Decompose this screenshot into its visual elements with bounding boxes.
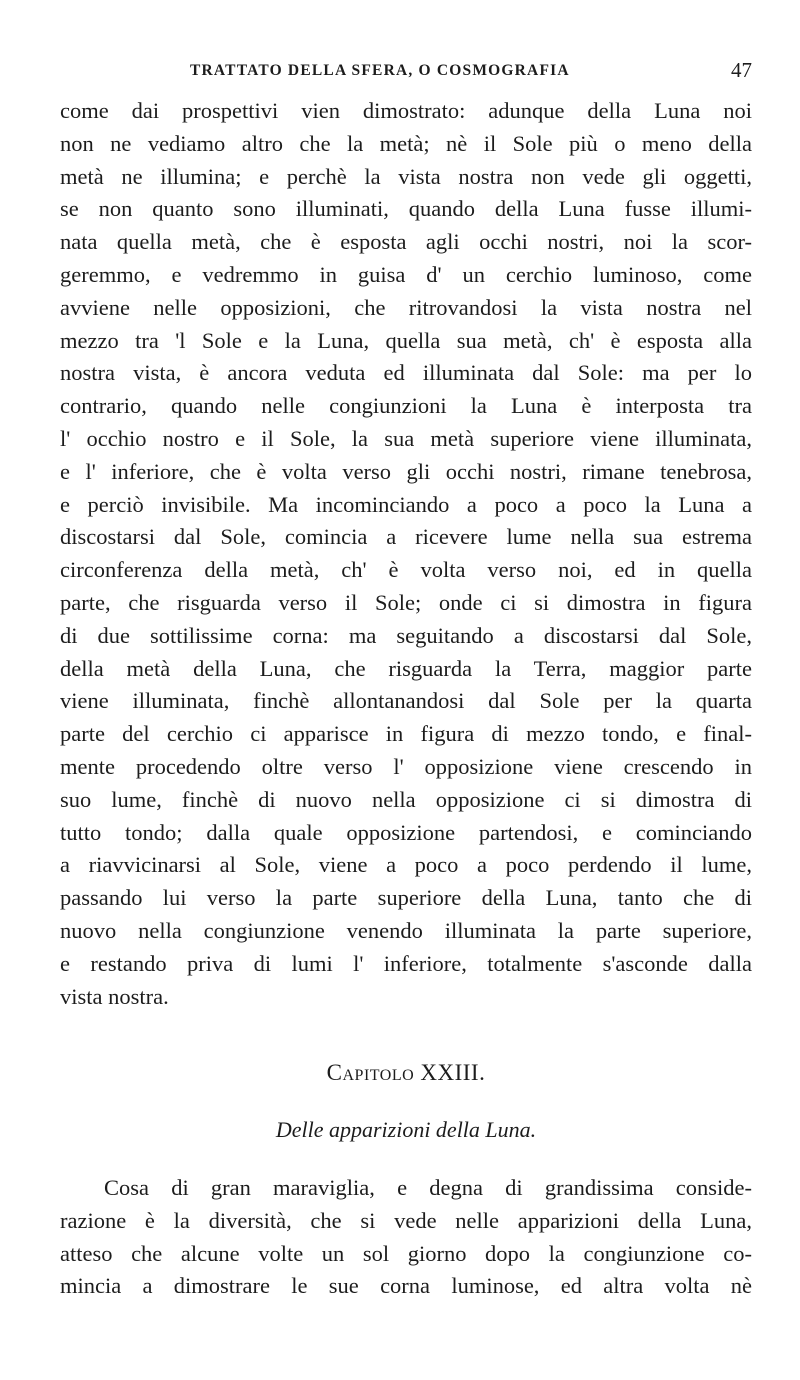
text-line: se non quanto sono illuminati, quando della Luna fusse illumi- <box>60 196 752 222</box>
paragraph-new <box>60 1172 752 1303</box>
text-line: avviene nelle opposizioni, che ritrovandosi la vista nostra nel <box>60 294 752 320</box>
text-line: mente procedendo oltre verso l' opposizione viene crescendo in <box>60 753 752 779</box>
text-line: nostra vista, è ancora veduta ed illuminata dal Sole: ma per lo <box>60 360 752 386</box>
text-line: vista nostra. <box>60 983 169 1009</box>
text-line: non ne vediamo altro che la metà; nè il Sole più o meno della <box>60 130 752 156</box>
text-line: razione è la diversità, che si vede nelle apparizioni della Luna, <box>60 1207 752 1233</box>
text-line: Cosa di gran maraviglia, e degna di grandissima conside- <box>104 1175 752 1200</box>
text-line: circonferenza della metà, ch' è volta verso noi, ed in quella <box>60 557 752 583</box>
text-line: geremmo, e vedremmo in guisa d' un cerchio luminoso, come <box>60 261 752 287</box>
book-page <box>60 0 752 1380</box>
text-line: nata quella metà, che è esposta agli occhi nostri, noi la scor- <box>60 229 752 255</box>
text-line: atteso che alcune volte un sol giorno dopo la congiunzione co- <box>60 1240 752 1266</box>
text-line: mincia a dimostrare le sue corna luminose, ed altra volta nè <box>60 1273 752 1299</box>
text-line: parte, che risguarda verso il Sole; onde ci si dimostra in figura <box>60 589 752 615</box>
chapter-heading: Capitolo XXIII. <box>326 1060 486 1085</box>
text-line: suo lume, finchè di nuovo nella opposizione ci si dimostra di <box>60 786 752 812</box>
chapter-subtitle: Delle apparizioni della Luna. <box>275 1117 537 1142</box>
text-line: viene illuminata, finchè allontanandosi dal Sole per la quarta <box>60 688 752 714</box>
text-line: mezzo tra 'l Sole e la Luna, quella sua metà, ch' è esposta alla <box>60 327 752 353</box>
text-line: passando lui verso la parte superiore della Luna, tanto che di <box>60 885 752 911</box>
text-line: parte del cerchio ci apparisce in figura di mezzo tondo, e final- <box>60 721 752 747</box>
text-line: metà ne illumina; e perchè la vista nostra non vede gli oggetti, <box>60 163 752 189</box>
text-line: tutto tondo; dalla quale opposizione partendosi, e cominciando <box>60 819 752 845</box>
text-line: della metà della Luna, che risguarda la Terra, maggior parte <box>60 655 752 681</box>
text-line: a riavvicinarsi al Sole, viene a poco a poco perdendo il lume, <box>60 852 752 878</box>
text-line: e perciò invisibile. Ma incominciando a poco a poco la Luna a <box>60 491 752 517</box>
text-line: l' occhio nostro e il Sole, la sua metà superiore viene illuminata, <box>60 425 752 451</box>
running-head <box>60 58 752 86</box>
paragraph-continued <box>60 95 752 1013</box>
text-line: e restando priva di lumi l' inferiore, totalmente s'asconde dalla <box>60 950 752 976</box>
page-number: 47 <box>731 58 752 82</box>
text-line: e l' inferiore, che è volta verso gli occhi nostri, rimane tenebrosa, <box>60 458 752 484</box>
text-line: discostarsi dal Sole, comincia a ricevere lume nella sua estrema <box>60 524 752 550</box>
text-line: contrario, quando nelle congiunzioni la Luna è interposta tra <box>60 393 752 419</box>
text-line: nuovo nella congiunzione venendo illuminata la parte superiore, <box>60 917 752 943</box>
running-title: TRATTATO DELLA SFERA, O COSMOGRAFIA <box>190 62 570 79</box>
text-line: come dai prospettivi vien dimostrato: adunque della Luna noi <box>60 98 752 123</box>
text-line: di due sottilissime corna: ma seguitando a discostarsi dal Sole, <box>60 622 752 648</box>
